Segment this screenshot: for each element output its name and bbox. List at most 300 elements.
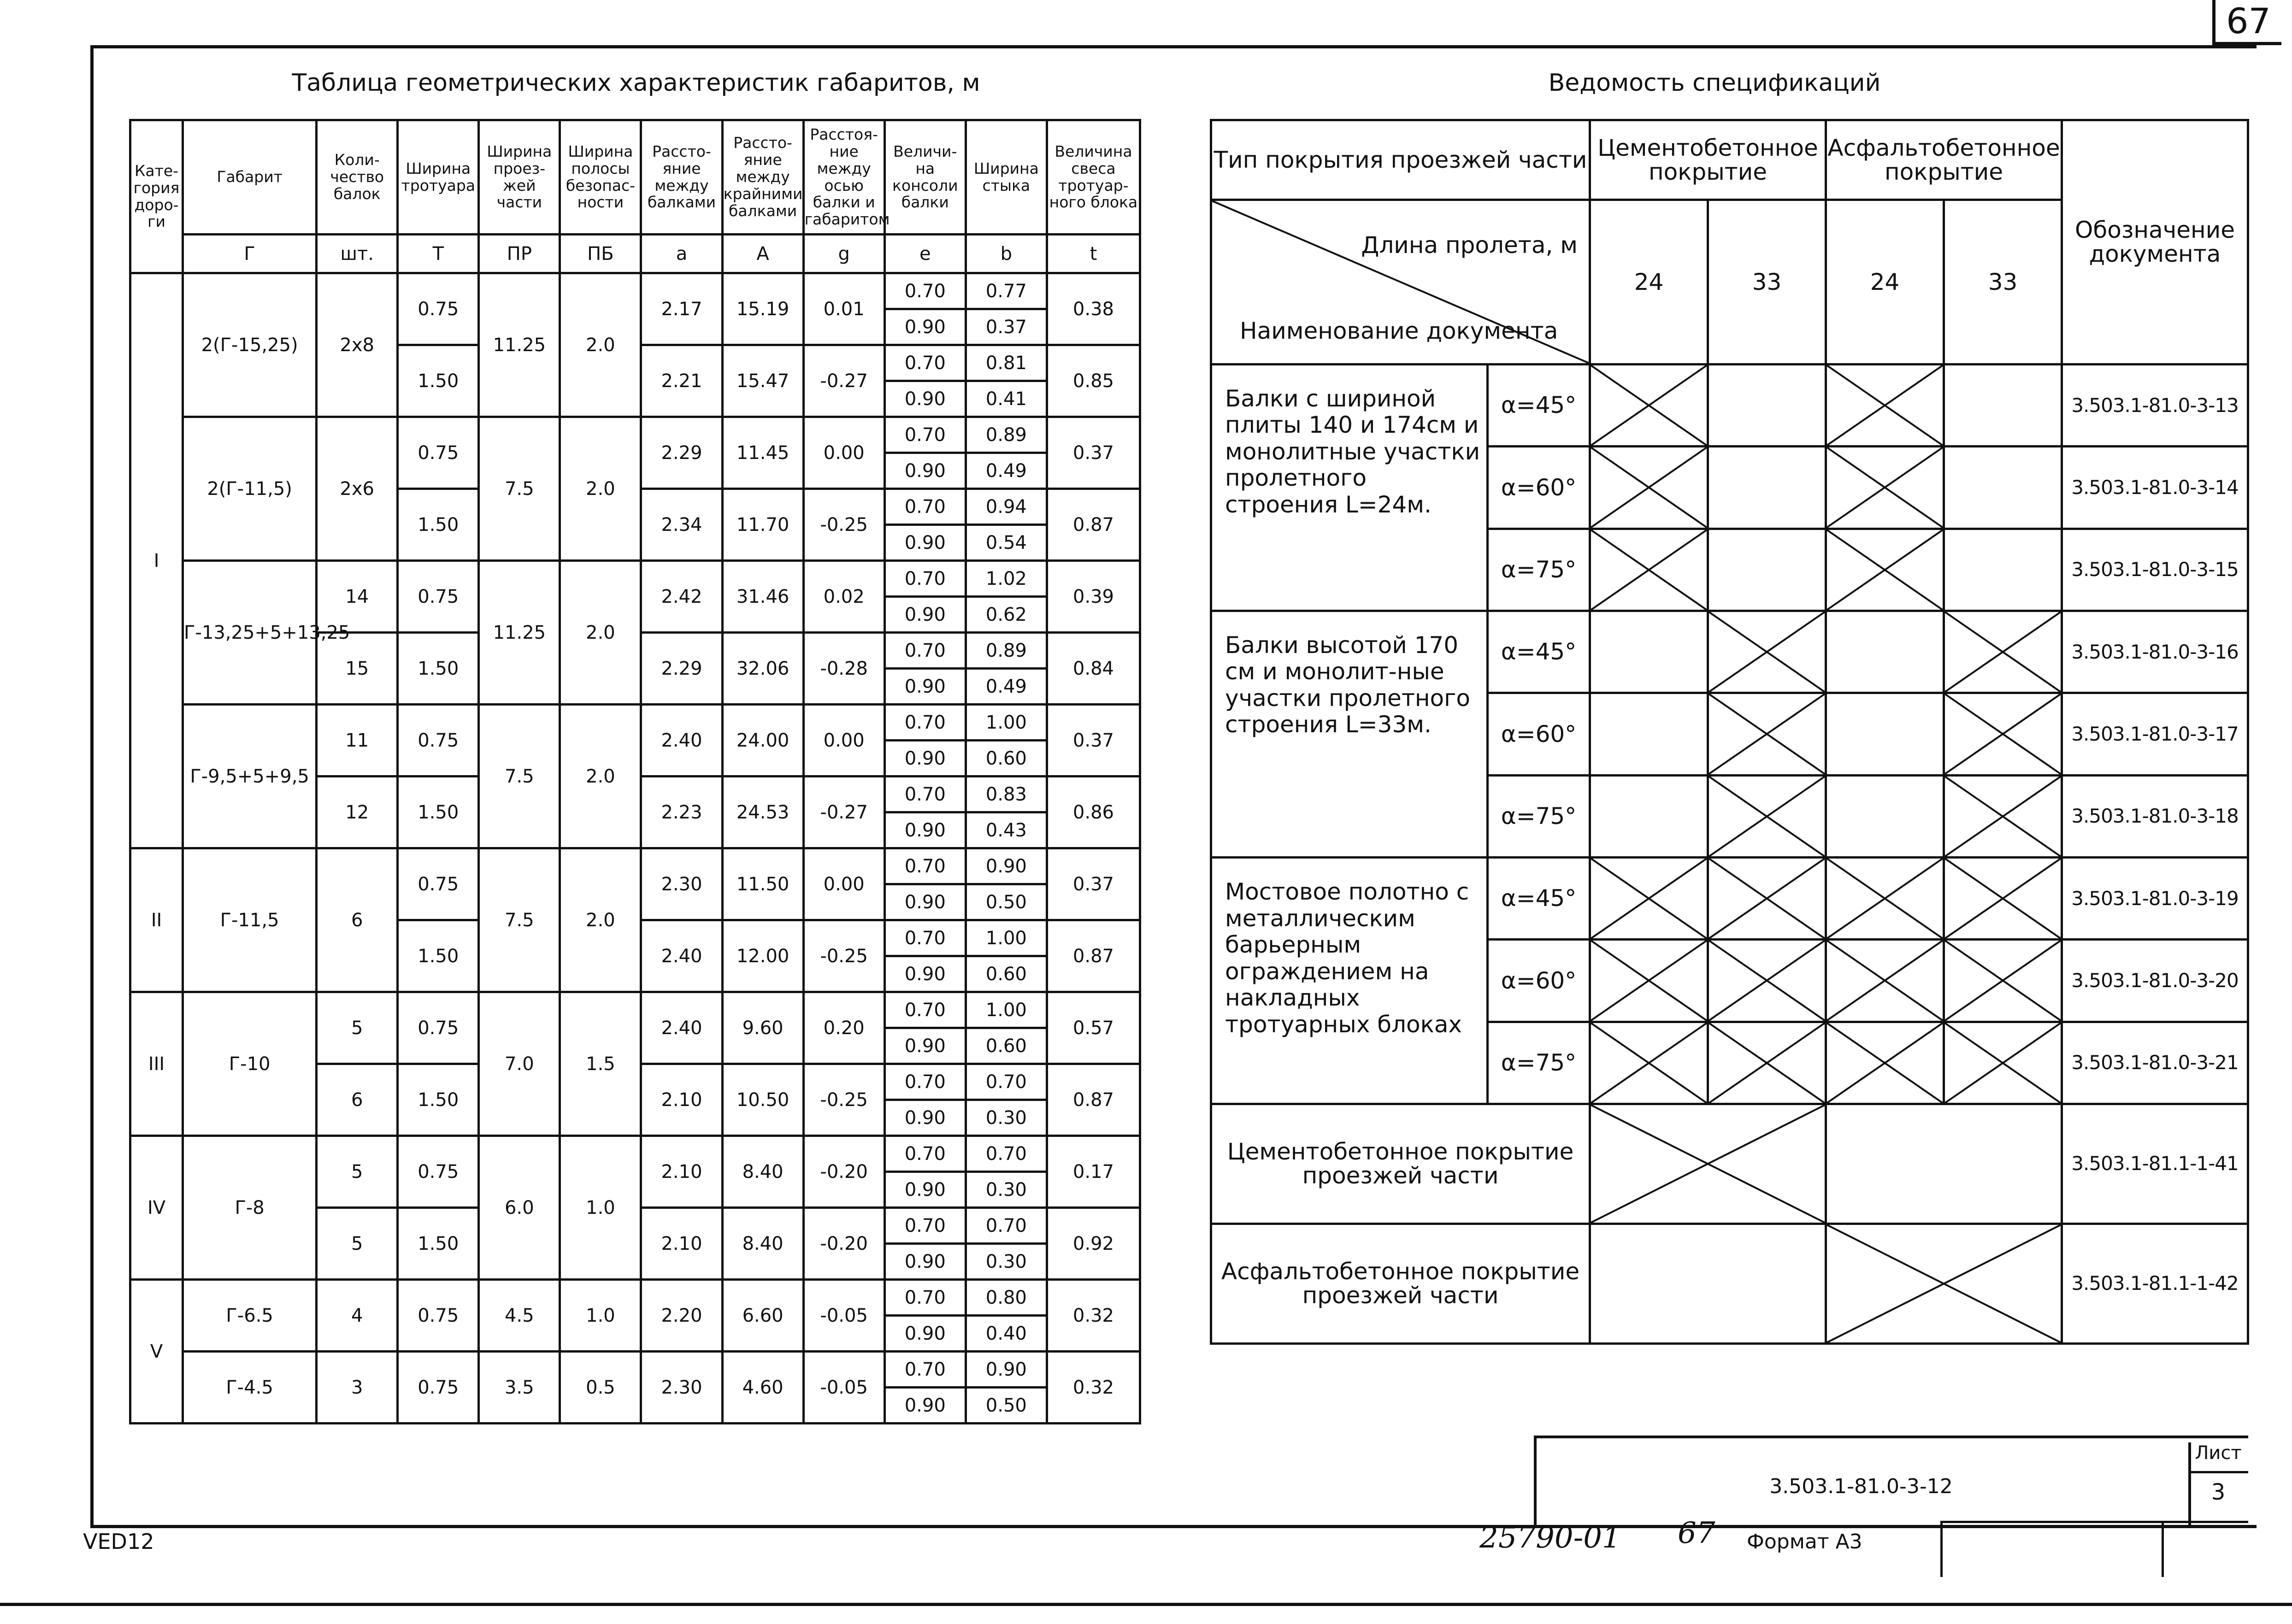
cantilever-length: 0.90 (884, 741, 966, 777)
cross-mark (1591, 941, 1707, 1020)
beam-axis-offset: -0.27 (803, 777, 884, 848)
geom-column-header: Габарит (183, 120, 317, 235)
applicable-cross-cell (1590, 1104, 1826, 1224)
geom-column-header: Величи-на консоли балки (884, 120, 966, 235)
header-asphalt-concrete: Асфальтобетонное покрытие (1826, 120, 2062, 200)
span-length-value: 33 (1944, 200, 2062, 365)
beam-axis-offset: 0.01 (803, 273, 884, 345)
title-block-doc-code: 3.503.1-81.0-3-12 (1769, 1475, 1953, 1498)
applicable-cross-cell (1944, 693, 2062, 775)
header-cement-concrete: Цементобетонное покрытие (1590, 120, 1826, 200)
cantilever-length: 0.90 (884, 669, 966, 705)
safety-strip-width: 1.5 (560, 992, 641, 1136)
cantilever-length: 0.90 (884, 1244, 966, 1280)
outer-beam-spacing: 6.60 (722, 1280, 803, 1352)
sidewalk-width: 0.75 (398, 992, 479, 1064)
cross-mark (1709, 694, 1825, 774)
road-category: I (130, 273, 183, 848)
empty-cell (1944, 447, 2062, 529)
sidewalk-overhang: 0.17 (1047, 1136, 1140, 1208)
cross-mark (1827, 1023, 1943, 1103)
sidewalk-overhang: 0.37 (1047, 848, 1140, 920)
skew-angle: α=45° (1488, 611, 1590, 693)
joint-width: 0.49 (966, 453, 1047, 489)
cantilever-length: 0.70 (884, 705, 966, 741)
geom-column-header: Ширина тротуара (398, 120, 479, 235)
applicable-cross-cell (1590, 529, 1708, 611)
applicable-cross-cell (1590, 940, 1708, 1022)
empty-cell (1826, 611, 1944, 693)
spec-table-title: Ведомость спецификаций (1548, 69, 1881, 97)
empty-cell (1944, 364, 2062, 446)
road-category: III (130, 992, 183, 1136)
geom-column-header: Рассто-яние между крайними балками (722, 120, 803, 235)
empty-cell (1590, 775, 1708, 857)
beam-count: 6 (317, 1064, 398, 1136)
carriageway-width: 3.5 (479, 1352, 560, 1424)
sheet-label: Лист (2188, 1442, 2248, 1473)
joint-width: 0.41 (966, 381, 1047, 417)
beam-spacing: 2.40 (641, 992, 722, 1064)
sidewalk-overhang: 0.87 (1047, 920, 1140, 992)
gabarit-name: Г-11,5 (183, 848, 317, 992)
cross-mark (1945, 859, 2061, 938)
outer-beam-spacing: 24.53 (722, 777, 803, 848)
geom-table (129, 119, 1141, 1424)
joint-width: 1.02 (966, 561, 1047, 597)
spec-data-row (1211, 1104, 2248, 1224)
gabarit-name: Г-8 (183, 1136, 317, 1280)
joint-width: 0.83 (966, 777, 1047, 812)
joint-width: 0.94 (966, 489, 1047, 525)
cantilever-length: 0.70 (884, 777, 966, 812)
beam-count: 2x8 (317, 273, 398, 417)
cantilever-length: 0.90 (884, 956, 966, 992)
sheet-corner-number: 67 (2212, 0, 2281, 45)
outer-beam-spacing: 10.50 (722, 1064, 803, 1136)
document-name: Асфальтобетонное покрытие проезжей части (1211, 1224, 1590, 1343)
joint-width: 1.00 (966, 705, 1047, 741)
cross-mark (1709, 941, 1825, 1020)
document-code: 3.503.1-81.0-3-14 (2062, 447, 2248, 529)
document-name: Балки с шириной плиты 140 и 174см и монолитные участки пролетного строения L=24м. (1211, 364, 1488, 611)
cantilever-length: 0.70 (884, 920, 966, 956)
document-name: Мостовое полотно с металлическим барьерным ограждением на накладных тротуарных блоках (1211, 858, 1488, 1104)
beam-axis-offset: 0.00 (803, 848, 884, 920)
gabarit-name: Г-9,5+5+9,5 (183, 705, 317, 848)
applicable-cross-cell (1708, 693, 1826, 775)
spec-data-row (1211, 858, 2248, 940)
skew-angle: α=75° (1488, 529, 1590, 611)
beam-spacing: 2.29 (641, 633, 722, 705)
beam-spacing: 2.42 (641, 561, 722, 633)
sheet-number: 3 (2211, 1479, 2226, 1505)
beam-spacing: 2.30 (641, 1352, 722, 1424)
sidewalk-overhang: 0.57 (1047, 992, 1140, 1064)
applicable-cross-cell (1708, 611, 1826, 693)
joint-width: 0.54 (966, 525, 1047, 561)
format-label: Формат А3 (1747, 1530, 1862, 1553)
cross-mark (1827, 530, 1943, 610)
gabarit-name: Г-4.5 (183, 1352, 317, 1424)
cantilever-length: 0.90 (884, 812, 966, 848)
sidewalk-width: 0.75 (398, 1136, 479, 1208)
applicable-cross-cell (1708, 1022, 1826, 1104)
beam-count: 5 (317, 992, 398, 1064)
joint-width: 0.80 (966, 1280, 1047, 1316)
outer-beam-spacing: 31.46 (722, 561, 803, 633)
sidewalk-width: 1.50 (398, 777, 479, 848)
joint-width: 0.43 (966, 812, 1047, 848)
cross-mark (1709, 1023, 1825, 1103)
outer-beam-spacing: 32.06 (722, 633, 803, 705)
header-document-name: Наименование документа (1240, 318, 1558, 345)
beam-axis-offset: 0.00 (803, 705, 884, 777)
applicable-cross-cell (1826, 1224, 2062, 1343)
sidewalk-width: 0.75 (398, 1280, 479, 1352)
beam-axis-offset: -0.20 (803, 1136, 884, 1208)
span-length-value: 24 (1826, 200, 1944, 365)
outer-beam-spacing: 15.19 (722, 273, 803, 345)
joint-width: 0.77 (966, 273, 1047, 309)
geom-column-symbol: ПБ (560, 235, 641, 273)
empty-cell (1826, 693, 1944, 775)
cantilever-length: 0.90 (884, 453, 966, 489)
sidewalk-width: 0.75 (398, 848, 479, 920)
sidewalk-width: 0.75 (398, 561, 479, 633)
geom-symbol-row (130, 235, 1140, 273)
joint-width: 0.90 (966, 1352, 1047, 1388)
sidewalk-width: 0.75 (398, 417, 479, 489)
sidewalk-width: 1.50 (398, 489, 479, 561)
geom-header-row (130, 120, 1140, 235)
format-box-divider (2162, 1521, 2164, 1577)
geom-data-row (130, 273, 1140, 309)
cantilever-length: 0.90 (884, 525, 966, 561)
cantilever-length: 0.70 (884, 992, 966, 1028)
sidewalk-width: 0.75 (398, 705, 479, 777)
safety-strip-width: 2.0 (560, 417, 641, 561)
joint-width: 0.40 (966, 1316, 1047, 1352)
inventory-number: 25790-01 (1479, 1521, 1621, 1555)
cross-mark (1591, 859, 1707, 938)
document-code: 3.503.1-81.0-3-20 (2062, 940, 2248, 1022)
cross-mark (1709, 612, 1825, 692)
sidewalk-overhang: 0.37 (1047, 705, 1140, 777)
skew-angle: α=60° (1488, 447, 1590, 529)
beam-spacing: 2.10 (641, 1064, 722, 1136)
beam-count: 4 (317, 1280, 398, 1352)
carriageway-width: 7.5 (479, 705, 560, 848)
document-code: 3.503.1-81.0-3-21 (2062, 1022, 2248, 1104)
cross-mark (1945, 777, 2061, 856)
safety-strip-width: 2.0 (560, 848, 641, 992)
beam-axis-offset: -0.25 (803, 489, 884, 561)
joint-width: 0.60 (966, 741, 1047, 777)
empty-cell (1826, 775, 1944, 857)
beam-spacing: 2.34 (641, 489, 722, 561)
cross-mark (1709, 777, 1825, 856)
cross-mark (1827, 859, 1943, 938)
cross-mark (1827, 941, 1943, 1020)
cross-mark (1591, 1023, 1707, 1103)
applicable-cross-cell (1944, 1022, 2062, 1104)
cross-mark (1945, 1023, 2061, 1103)
joint-width: 0.70 (966, 1136, 1047, 1172)
empty-cell (1708, 364, 1826, 446)
joint-width: 0.70 (966, 1208, 1047, 1244)
sidewalk-width: 0.75 (398, 273, 479, 345)
gabarit-name: Г-6.5 (183, 1280, 317, 1352)
carriageway-width: 7.5 (479, 417, 560, 561)
geom-column-symbol: шт. (317, 235, 398, 273)
beam-spacing: 2.40 (641, 705, 722, 777)
cantilever-length: 0.70 (884, 273, 966, 309)
joint-width: 1.00 (966, 992, 1047, 1028)
beam-spacing: 2.10 (641, 1208, 722, 1280)
header-surface-type: Тип покрытия проезжей части (1211, 120, 1590, 200)
applicable-cross-cell (1590, 447, 1708, 529)
geom-column-symbol: g (803, 235, 884, 273)
skew-angle: α=60° (1488, 693, 1590, 775)
sidewalk-width: 1.50 (398, 345, 479, 417)
applicable-cross-cell (1708, 940, 1826, 1022)
sidewalk-overhang: 0.87 (1047, 489, 1140, 561)
cantilever-length: 0.70 (884, 1352, 966, 1388)
applicable-cross-cell (1590, 364, 1708, 446)
geom-column-symbol: t (1047, 235, 1140, 273)
beam-count: 12 (317, 777, 398, 848)
outer-beam-spacing: 11.45 (722, 417, 803, 489)
header-span-length: Длина пролета, м (1361, 232, 1578, 259)
sidewalk-overhang: 0.87 (1047, 1064, 1140, 1136)
geom-data-row (130, 1352, 1140, 1388)
beam-spacing: 2.23 (641, 777, 722, 848)
beam-spacing: 2.21 (641, 345, 722, 417)
geom-column-symbol: a (641, 235, 722, 273)
sidewalk-overhang: 0.32 (1047, 1280, 1140, 1352)
beam-count: 14 (317, 561, 398, 633)
skew-angle: α=60° (1488, 940, 1590, 1022)
spec-data-row (1211, 1224, 2248, 1343)
geom-data-row (130, 848, 1140, 884)
sidewalk-overhang: 0.85 (1047, 345, 1140, 417)
empty-cell (1826, 1104, 2062, 1224)
beam-axis-offset: -0.20 (803, 1208, 884, 1280)
safety-strip-width: 0.5 (560, 1352, 641, 1424)
road-category: II (130, 848, 183, 992)
geom-column-symbol: ПР (479, 235, 560, 273)
cantilever-length: 0.70 (884, 417, 966, 453)
applicable-cross-cell (1826, 940, 1944, 1022)
joint-width: 0.49 (966, 669, 1047, 705)
outer-beam-spacing: 12.00 (722, 920, 803, 992)
spec-table (1210, 119, 2249, 1345)
geom-column-symbol: Т (398, 235, 479, 273)
cantilever-length: 0.90 (884, 597, 966, 633)
beam-spacing: 2.29 (641, 417, 722, 489)
gabarit-name: Г-13,25+5+13,25 (183, 561, 317, 705)
joint-width: 1.00 (966, 920, 1047, 956)
span-length-value: 33 (1708, 200, 1826, 365)
safety-strip-width: 2.0 (560, 273, 641, 417)
beam-axis-offset: -0.25 (803, 920, 884, 992)
beam-spacing: 2.20 (641, 1280, 722, 1352)
beam-count: 5 (317, 1136, 398, 1208)
cantilever-length: 0.90 (884, 1316, 966, 1352)
outer-beam-spacing: 4.60 (722, 1352, 803, 1424)
cross-mark (1945, 941, 2061, 1020)
skew-angle: α=45° (1488, 858, 1590, 940)
sidewalk-overhang: 0.84 (1047, 633, 1140, 705)
joint-width: 0.70 (966, 1064, 1047, 1100)
sidewalk-overhang: 0.37 (1047, 417, 1140, 489)
geom-column-symbol: Г (183, 235, 317, 273)
applicable-cross-cell (1826, 364, 1944, 446)
beam-spacing: 2.30 (641, 848, 722, 920)
sidewalk-overhang: 0.38 (1047, 273, 1140, 345)
cross-mark (1591, 1105, 1825, 1223)
applicable-cross-cell (1826, 1022, 1944, 1104)
geom-data-row (130, 705, 1140, 741)
safety-strip-width: 2.0 (560, 561, 641, 705)
beam-count: 5 (317, 1208, 398, 1280)
geom-table-title: Таблица геометрических характеристик габаритов, м (292, 69, 980, 97)
geom-data-row (130, 1280, 1140, 1316)
applicable-cross-cell (1708, 858, 1826, 940)
sidewalk-overhang: 0.39 (1047, 561, 1140, 633)
cantilever-length: 0.90 (884, 1028, 966, 1064)
carriageway-width: 6.0 (479, 1136, 560, 1280)
cantilever-length: 0.70 (884, 1208, 966, 1244)
cross-mark (1827, 1225, 2061, 1342)
document-code: 3.503.1-81.0-3-19 (2062, 858, 2248, 940)
joint-width: 0.90 (966, 848, 1047, 884)
safety-strip-width: 2.0 (560, 705, 641, 848)
geom-column-symbol: A (722, 235, 803, 273)
cantilever-length: 0.90 (884, 884, 966, 920)
outer-beam-spacing: 8.40 (722, 1136, 803, 1208)
cantilever-length: 0.90 (884, 381, 966, 417)
geom-column-header: Расстоя-ние между осью балки и габаритом (803, 120, 884, 235)
skew-angle: α=75° (1488, 775, 1590, 857)
geom-column-header: Ширина стыка (966, 120, 1047, 235)
cross-mark (1827, 365, 1943, 445)
geom-column-symbol: b (966, 235, 1047, 273)
beam-axis-offset: -0.05 (803, 1352, 884, 1424)
cross-mark (1591, 447, 1707, 527)
cantilever-length: 0.70 (884, 633, 966, 669)
geom-data-row (130, 992, 1140, 1028)
beam-axis-offset: 0.02 (803, 561, 884, 633)
cantilever-length: 0.70 (884, 345, 966, 381)
page-number-handwritten: 67 (1678, 1516, 1715, 1550)
applicable-cross-cell (1590, 1022, 1708, 1104)
geom-data-row (130, 417, 1140, 453)
safety-strip-width: 1.0 (560, 1280, 641, 1352)
document-name: Цементобетонное покрытие проезжей части (1211, 1104, 1590, 1224)
spec-data-row (1211, 611, 2248, 693)
empty-cell (1590, 1224, 1826, 1343)
beam-count: 15 (317, 633, 398, 705)
beam-count: 2x6 (317, 417, 398, 561)
geom-column-header: Ширина проез-жей части (479, 120, 560, 235)
cross-mark (1827, 447, 1943, 527)
joint-width: 0.30 (966, 1100, 1047, 1136)
beam-axis-offset: -0.28 (803, 633, 884, 705)
sidewalk-width: 0.75 (398, 1352, 479, 1424)
cross-mark (1591, 365, 1707, 445)
header-diagonal-cell (1211, 200, 1590, 365)
cross-mark (1709, 859, 1825, 938)
cross-mark (1591, 530, 1707, 610)
outer-beam-spacing: 8.40 (722, 1208, 803, 1280)
applicable-cross-cell (1944, 775, 2062, 857)
joint-width: 0.50 (966, 1388, 1047, 1424)
sidewalk-overhang: 0.32 (1047, 1352, 1140, 1424)
beam-count: 11 (317, 705, 398, 777)
document-code: 3.503.1-81.0-3-15 (2062, 529, 2248, 611)
sidewalk-width: 1.50 (398, 633, 479, 705)
cantilever-length: 0.70 (884, 1064, 966, 1100)
sidewalk-overhang: 0.92 (1047, 1208, 1140, 1280)
joint-width: 0.89 (966, 633, 1047, 669)
sidewalk-width: 1.50 (398, 1064, 479, 1136)
spec-header-row (1211, 120, 2248, 200)
document-code: 3.503.1-81.1-1-42 (2062, 1224, 2248, 1343)
beam-count: 3 (317, 1352, 398, 1424)
sidewalk-overhang: 0.86 (1047, 777, 1140, 848)
outer-beam-spacing: 11.50 (722, 848, 803, 920)
empty-cell (1708, 529, 1826, 611)
beam-spacing: 2.10 (641, 1136, 722, 1208)
applicable-cross-cell (1590, 858, 1708, 940)
beam-axis-offset: -0.27 (803, 345, 884, 417)
road-category: V (130, 1280, 183, 1424)
header-document-code: Обозначение документа (2062, 120, 2248, 365)
applicable-cross-cell (1944, 858, 2062, 940)
joint-width: 0.60 (966, 1028, 1047, 1064)
joint-width: 0.30 (966, 1244, 1047, 1280)
empty-cell (1944, 529, 2062, 611)
document-name: Балки высотой 170 см и монолит-ные участки пролетного строения L=33м. (1211, 611, 1488, 857)
applicable-cross-cell (1944, 611, 2062, 693)
left-code: VED12 (83, 1529, 154, 1554)
beam-axis-offset: -0.25 (803, 1064, 884, 1136)
skew-angle: α=45° (1488, 364, 1590, 446)
carriageway-width: 7.0 (479, 992, 560, 1136)
applicable-cross-cell (1826, 529, 1944, 611)
gabarit-name: Г-10 (183, 992, 317, 1136)
spec-data-row (1211, 364, 2248, 446)
cantilever-length: 0.90 (884, 1172, 966, 1208)
empty-cell (1708, 447, 1826, 529)
outer-beam-spacing: 15.47 (722, 345, 803, 417)
carriageway-width: 7.5 (479, 848, 560, 992)
span-length-value: 24 (1590, 200, 1708, 365)
gabarit-name: 2(Г-11,5) (183, 417, 317, 561)
applicable-cross-cell (1826, 447, 1944, 529)
gabarit-name: 2(Г-15,25) (183, 273, 317, 417)
joint-width: 0.81 (966, 345, 1047, 381)
document-code: 3.503.1-81.1-1-41 (2062, 1104, 2248, 1224)
cross-mark (1945, 694, 2061, 774)
beam-count: 6 (317, 848, 398, 992)
geom-data-row (130, 561, 1140, 597)
cantilever-length: 0.70 (884, 489, 966, 525)
joint-width: 0.37 (966, 309, 1047, 345)
carriageway-width: 4.5 (479, 1280, 560, 1352)
